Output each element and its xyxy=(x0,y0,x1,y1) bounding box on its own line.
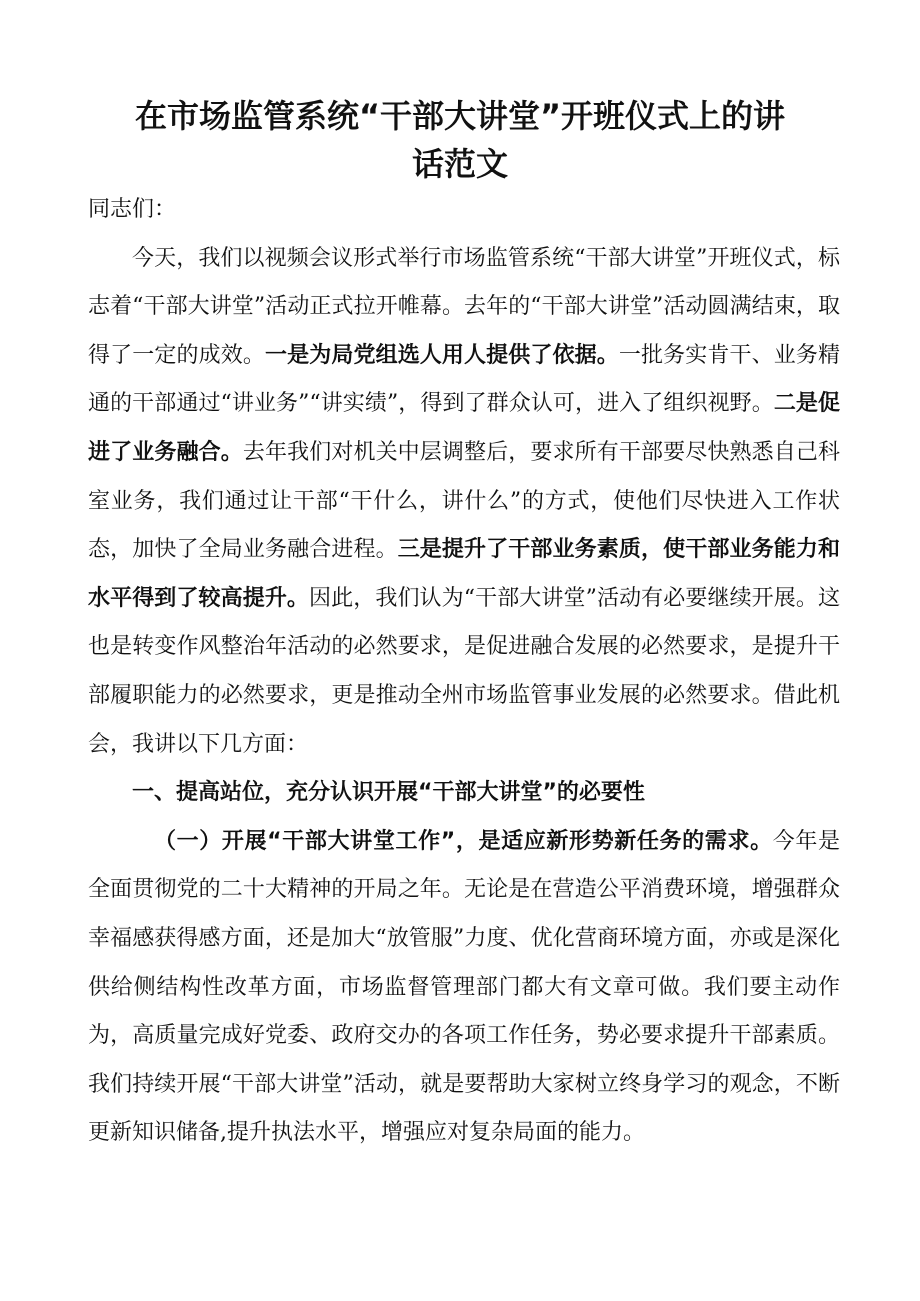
point-one-heading: 一是为局党组选人用人提供了依据。 xyxy=(264,342,619,368)
point-two-text: 去年我们对机关中层调整后，要求所有干部要尽快熟悉自己科室业务，我们通过让干部“干什么，讲什么”的方式，使他们尽快进入工作状态，加快了全局业务融合进程。 xyxy=(88,439,840,563)
document-body xyxy=(88,186,840,1158)
point-three-heading: 三是提升了干部业务素质，使干部业务能力和水平得到了较高提升。 xyxy=(88,537,840,611)
title-line-1: 在市场监管系统“干部大讲堂”开班仪式上的讲 xyxy=(134,97,786,135)
paragraph-opening-intro: 今天，我们以视频会议形式举行市场监管系统“干部大讲堂”开班仪式，标志着“干部大讲堂”活动正式拉开帷幕。去年的“干部大讲堂”活动圆满结束，取得了一定的成效。 xyxy=(88,245,840,368)
subsection-1-text: 今年是全面贯彻党的二十大精神的开局之年。无论是在营造公平消费环境，增强群众幸福感获得感方面，还是加大“放管服”力度、优化营商环境方面，亦或是深化供给侧结构性改革方面，市场监督管理部门都大有文章可做。我们要主动作为，高质量完成好党委、政府交办的各项工作任务，势必要求提升干部素质。我们持续开展“干部大讲堂”活动，就是要帮助大家树立终身学习的观念，不断更新知识储备,提升执法水平，增强应对复杂局面的能力。 xyxy=(88,828,840,1146)
point-one-text: 一批务实肯干、业务精通的干部通过“讲业务”“讲实绩”，得到了群众认可，进入了组织视野。 xyxy=(88,342,840,417)
paragraph-opening-conclusion: 因此，我们认为“干部大讲堂”活动有必要继续开展。这也是转变作风整治年活动的必然要求，是促进融合发展的必然要求，是提升干部履职能力的必然要求，更是推动全州市场监管事业发展的必然要求。借此机会，我讲以下几方面： xyxy=(88,585,840,757)
document-title xyxy=(100,92,820,188)
point-two-heading: 二是促进了业务融合。 xyxy=(88,391,840,465)
title-line-2: 话范文 xyxy=(411,145,508,183)
section-heading-1-text: 一、提高站位，充分认识开展“干部大讲堂”的必要性 xyxy=(132,780,645,806)
salutation: 同志们： xyxy=(88,197,177,222)
paragraph-subsection-1 xyxy=(88,818,840,1158)
section-heading-1 xyxy=(88,769,840,818)
paragraph-opening xyxy=(88,235,840,770)
subsection-1-heading: （一）开展“干部大讲堂工作”，是适应新形势新任务的需求。 xyxy=(154,828,773,854)
